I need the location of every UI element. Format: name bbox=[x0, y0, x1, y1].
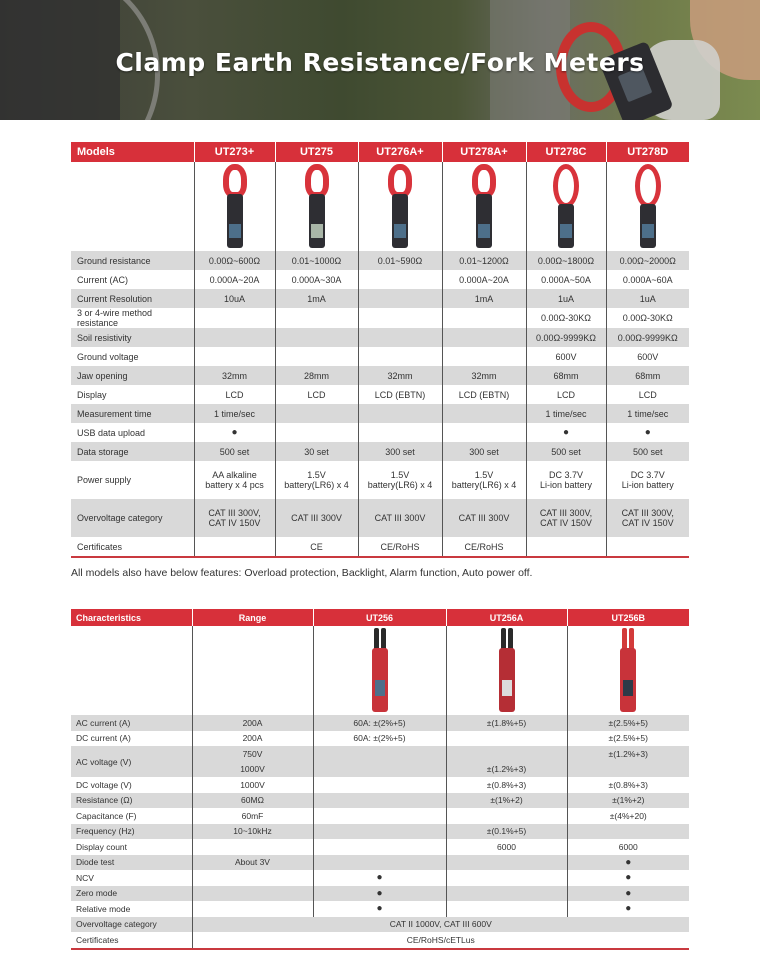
clamp-meter-image-icon bbox=[551, 164, 581, 248]
column-header-model: UT256A bbox=[446, 609, 567, 626]
column-header-model: UT278D bbox=[606, 142, 689, 162]
feature-dot-icon: ● bbox=[567, 870, 689, 886]
clamp-meter-image-icon bbox=[302, 164, 332, 248]
feature-dot-icon: ● bbox=[313, 870, 446, 886]
page-title: Clamp Earth Resistance/Fork Meters bbox=[115, 48, 645, 77]
feature-dot-icon: ● bbox=[526, 423, 606, 442]
table-row: Certificates CE/RoHS/cETLus bbox=[71, 932, 689, 949]
column-header-model: UT273+ bbox=[194, 142, 275, 162]
table-row: Ground voltage 600V 600V bbox=[71, 347, 689, 366]
table-row: Zero mode ● ● bbox=[71, 886, 689, 902]
table-row: NCV ● ● bbox=[71, 870, 689, 886]
feature-dot-icon: ● bbox=[567, 886, 689, 902]
fork-meter-image-icon bbox=[496, 628, 518, 712]
table-row: Diode test About 3V ● bbox=[71, 855, 689, 871]
table-row: DC current (A) 200A 60A: ±(2%+5) ±(2.5%+5) bbox=[71, 731, 689, 747]
table-row: Overvoltage category CAT II 1000V, CAT III 600V bbox=[71, 917, 689, 933]
table-row: AC current (A) 200A 60A: ±(2%+5) ±(1.8%+5) ±(2.5%+5) bbox=[71, 715, 689, 731]
table-header-row bbox=[71, 609, 689, 626]
table-row: Data storage 500 set 30 set 300 set 300 set 500 set 500 set bbox=[71, 442, 689, 461]
column-header: Models bbox=[71, 142, 194, 162]
product-image-row bbox=[71, 162, 689, 251]
column-header-range: Range bbox=[192, 609, 313, 626]
table-row: Soil resistivity 0.00Ω-9999KΩ 0.00Ω-9999KΩ bbox=[71, 328, 689, 347]
table-row: Measurement time 1 time/sec 1 time/sec 1 time/sec bbox=[71, 404, 689, 423]
fork-meter-image-icon bbox=[617, 628, 639, 712]
table-row: AC voltage (V) 750V ±(1.2%+3) bbox=[71, 746, 689, 762]
hero-banner bbox=[0, 0, 760, 120]
table-row: USB data upload ● ● ● bbox=[71, 423, 689, 442]
column-header-model: UT278A+ bbox=[442, 142, 526, 162]
fork-meter-image-icon bbox=[369, 628, 391, 712]
clamp-meter-image-icon bbox=[469, 164, 499, 248]
column-header-model: UT278C bbox=[526, 142, 606, 162]
table-row: Current (AC) 0.000A~20A 0.000A~30A 0.000A~20A 0.000A~50A 0.000A~60A bbox=[71, 270, 689, 289]
features-note: All models also have below features: Overload protection, Backlight, Alarm function, Auto power off. bbox=[71, 567, 533, 579]
table-row: 3 or 4-wire method resistance 0.00Ω-30KΩ 0.00Ω-30KΩ bbox=[71, 308, 689, 328]
feature-dot-icon: ● bbox=[313, 886, 446, 902]
column-header-model: UT256 bbox=[313, 609, 446, 626]
column-header: Characteristics bbox=[71, 609, 192, 626]
table-row: 1000V ±(1.2%+3) bbox=[71, 762, 689, 778]
feature-dot-icon: ● bbox=[567, 855, 689, 871]
table-row: Power supply AA alkaline battery x 4 pcs 1.5V battery(LR6) x 4 1.5V battery(LR6) x 4 1.5V battery(LR6) x 4 DC 3.7V Li-ion battery DC 3.7V Li-ion battery bbox=[71, 461, 689, 499]
table-header-row bbox=[71, 142, 689, 162]
column-header-model: UT275 bbox=[275, 142, 358, 162]
feature-dot-icon: ● bbox=[194, 423, 275, 442]
table-row: Relative mode ● ● bbox=[71, 901, 689, 917]
feature-dot-icon: ● bbox=[606, 423, 689, 442]
table-row: Certificates CE CE/RoHS CE/RoHS bbox=[71, 537, 689, 557]
table-row: Resistance (Ω) 60MΩ ±(1%+2) ±(1%+2) bbox=[71, 793, 689, 809]
table-row: Ground resistance 0.00Ω~600Ω 0.01~1000Ω 0.01~590Ω 0.01~1200Ω 0.00Ω~1800Ω 0.00Ω~2000Ω bbox=[71, 251, 689, 270]
column-header-model: UT276A+ bbox=[358, 142, 442, 162]
clamp-meter-spec-table bbox=[71, 142, 689, 558]
clamp-meter-image-icon bbox=[220, 164, 250, 248]
table-row: Frequency (Hz) 10~10kHz ±(0.1%+5) bbox=[71, 824, 689, 840]
clamp-meter-image-icon bbox=[633, 164, 663, 248]
table-row: Overvoltage category CAT III 300V, CAT IV 150V CAT III 300V CAT III 300V CAT III 300V CAT III 300V, CAT IV 150V CAT III 300V, CAT IV 150V bbox=[71, 499, 689, 537]
table-row: Display count 6000 6000 bbox=[71, 839, 689, 855]
column-header-model: UT256B bbox=[567, 609, 689, 626]
table-row: Display LCD LCD LCD (EBTN) LCD (EBTN) LCD LCD bbox=[71, 385, 689, 404]
table-row: Jaw opening 32mm 28mm 32mm 32mm 68mm 68mm bbox=[71, 366, 689, 385]
feature-dot-icon: ● bbox=[313, 901, 446, 917]
clamp-meter-image-icon bbox=[385, 164, 415, 248]
feature-dot-icon: ● bbox=[567, 901, 689, 917]
table-row: DC voltage (V) 1000V ±(0.8%+3) ±(0.8%+3) bbox=[71, 777, 689, 793]
product-image-row bbox=[71, 626, 689, 715]
table-row: Capacitance (F) 60mF ±(4%+20) bbox=[71, 808, 689, 824]
fork-meter-spec-table bbox=[71, 609, 689, 950]
table-row: Current Resolution 10uA 1mA 1mA 1uA 1uA bbox=[71, 289, 689, 308]
